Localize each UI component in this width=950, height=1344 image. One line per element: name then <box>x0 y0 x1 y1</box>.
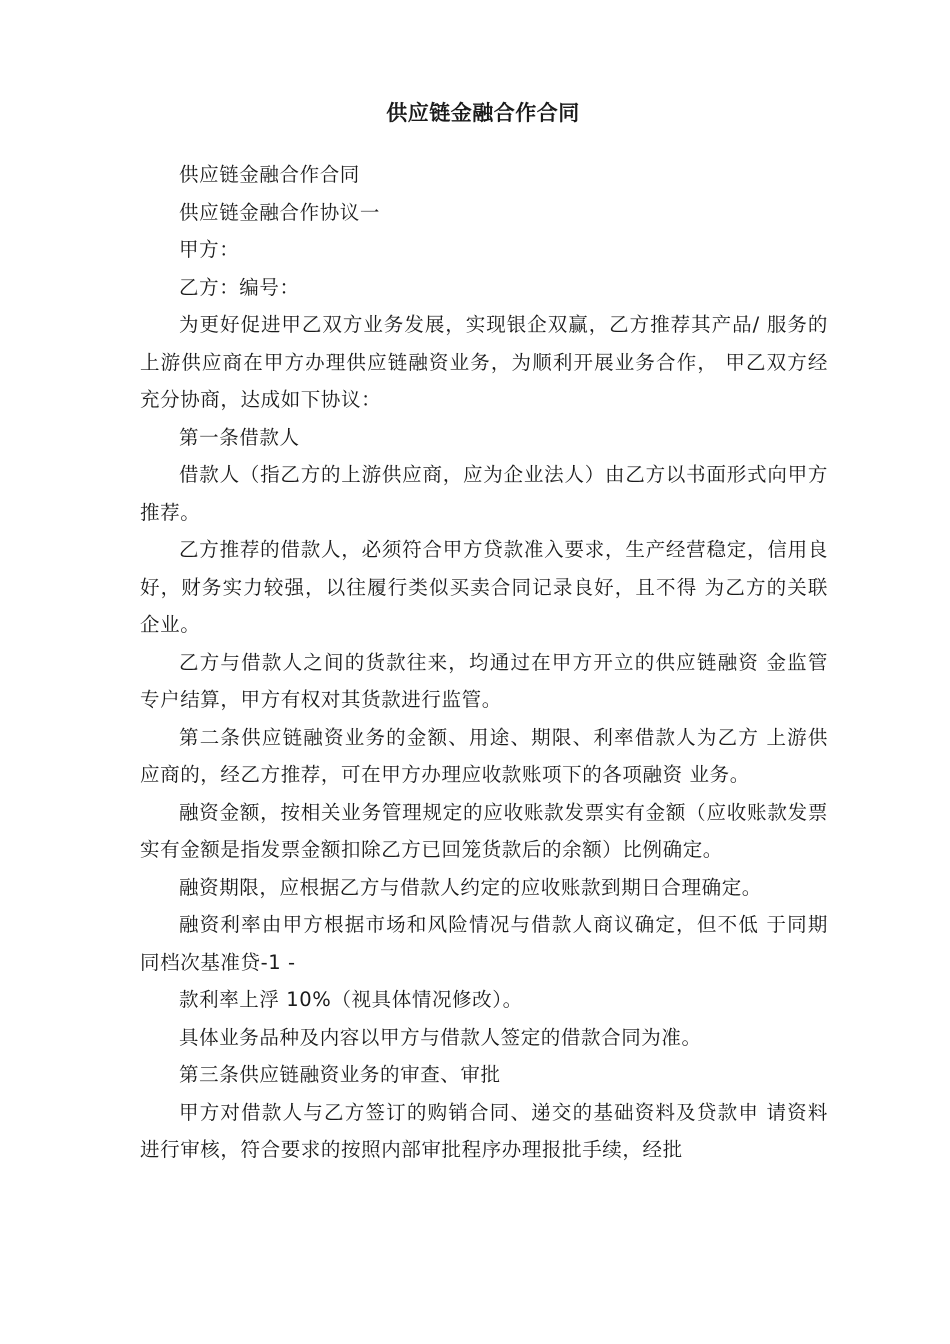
paragraph-financing-term: 融资期限，应根据乙方与借款人约定的应收账款到期日合理确定。 <box>179 875 762 899</box>
paragraph-borrower-definition: 借款人（指乙方的上游供应商，应为企业法人）由乙方以书面形式向甲方推荐。 <box>140 463 828 524</box>
paragraph-rate-continuation: 款利率上浮 10%（视具体情况修改）。 <box>179 988 523 1011</box>
paragraph-financing-rate: 融资利率由甲方根据市场和风险情况与借款人商议确定，但不低 于同期同档次基准贷-1 - <box>140 913 828 974</box>
paragraph-review-process: 甲方对借款人与乙方签订的购销合同、递交的基础资料及贷款申 请资料进行审核，符合要求的按照内部审批程序办理报批手续，经批 <box>140 1100 828 1161</box>
paragraph-article-2: 第二条供应链融资业务的金额、用途、期限、利率借款人为乙方 上游供应商的，经乙方推荐，可在甲方办理应收款账项下的各项融资 业务。 <box>140 725 828 786</box>
paragraph-payment-supervision: 乙方与借款人之间的货款往来，均通过在甲方开立的供应链融资 金监管专户结算，甲方有权对其货款进行监管。 <box>140 650 828 711</box>
document-title: 供应链金融合作合同 <box>386 101 580 125</box>
paragraph-preamble: 为更好促进甲乙双方业务发展，实现银企双赢，乙方推荐其产品/ 服务的上游供应商在甲方办理供应链融资业务，为顺利开展业务合作， 甲乙双方经充分协商，达成如下协议： <box>140 313 828 411</box>
paragraph-party-b: 乙方：编号： <box>179 275 300 299</box>
paragraph-article-1-heading: 第一条借款人 <box>179 425 300 449</box>
paragraph-borrower-requirements: 乙方推荐的借款人，必须符合甲方贷款准入要求，生产经营稳定，信用良好，财务实力较强，以往履行类似买卖合同记录良好，且不得 为乙方的关联企业。 <box>140 538 828 636</box>
paragraph-article-3-heading: 第三条供应链融资业务的审查、审批 <box>179 1063 501 1086</box>
paragraph-product-details: 具体业务品种及内容以甲方与借款人签定的借款合同为准。 <box>179 1025 702 1049</box>
paragraph-doc-heading: 供应链金融合作合同 <box>179 163 360 186</box>
paragraph-financing-amount: 融资金额，按相关业务管理规定的应收账款发票实有金额（应收账款发票实有金额是指发票金额扣除乙方已回笼货款后的余额）比例确定。 <box>140 800 828 861</box>
paragraph-party-a: 甲方： <box>179 238 240 261</box>
paragraph-agreement-heading: 供应链金融合作协议一 <box>179 200 381 224</box>
document-body <box>140 156 828 1169</box>
